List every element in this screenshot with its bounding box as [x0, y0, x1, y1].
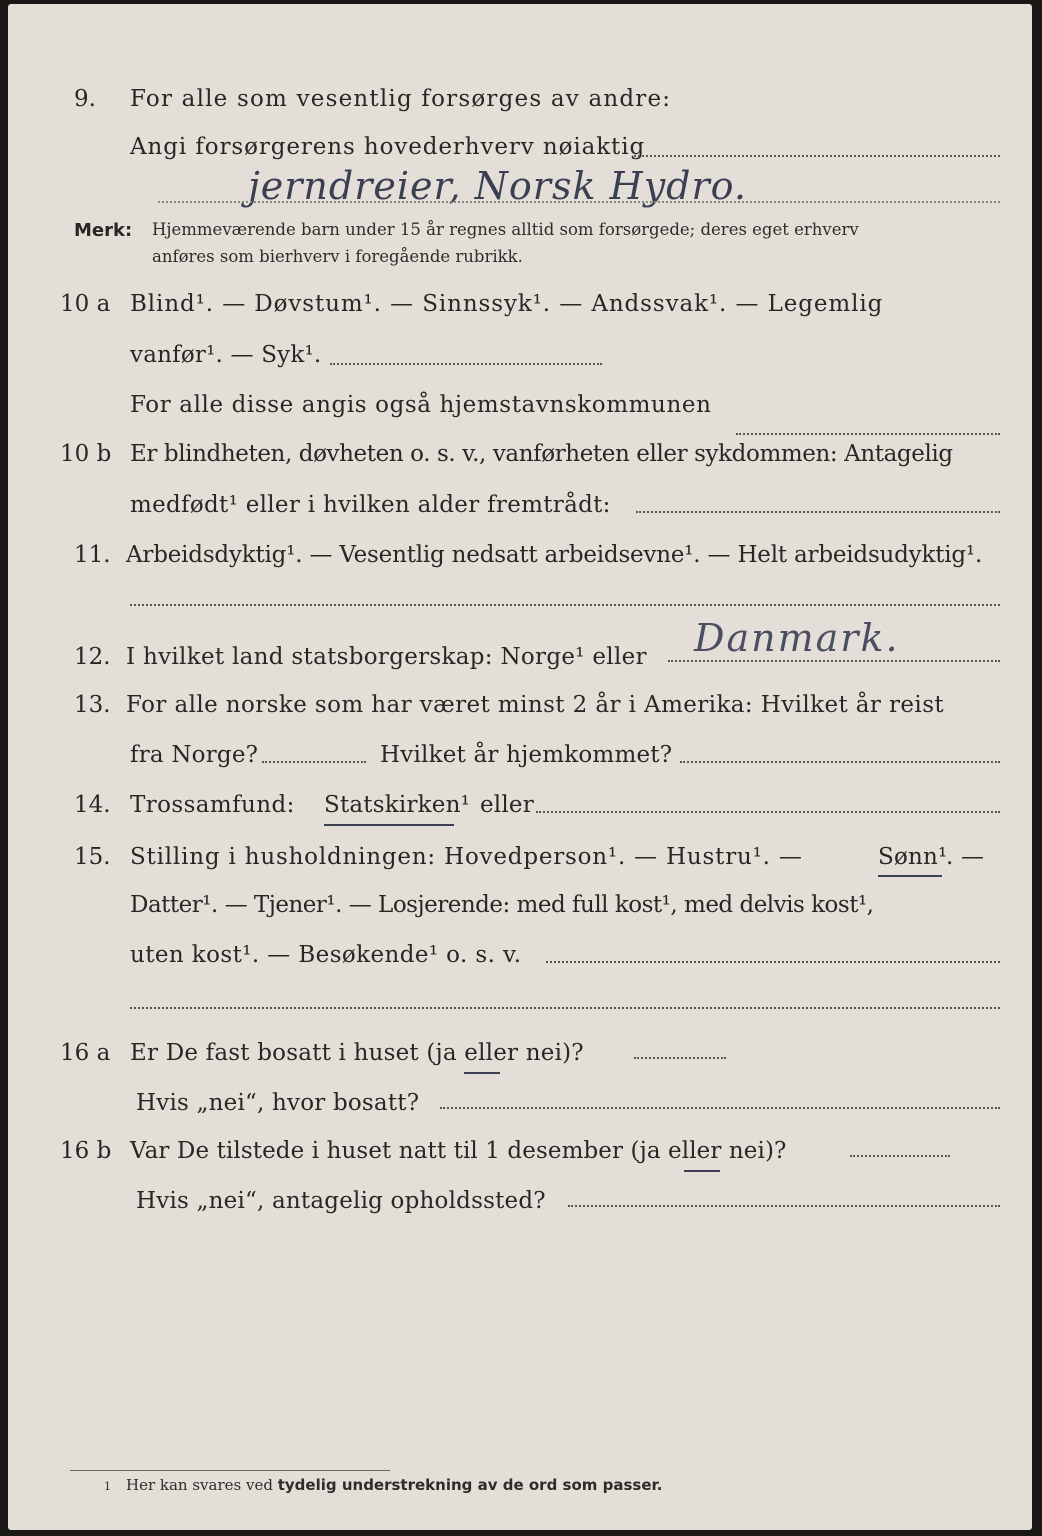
q10b-line2: medfødt¹ eller i hvilken alder fremtrådt: [130, 492, 611, 518]
q9-line2: Angi forsørgerens hovederhverv nøiaktig [130, 134, 646, 160]
q10a-field [330, 363, 602, 365]
q16a-number: 16 a [60, 1040, 111, 1066]
footnote-rule [70, 1470, 390, 1471]
footnote-mark: 1 [104, 1480, 111, 1493]
q9-line1: For alle som vesentlig forsørges av andre: [130, 86, 672, 112]
q16a-ja-underline [464, 1072, 500, 1074]
q14-field [536, 811, 1000, 813]
q10b-field [636, 511, 1000, 513]
q16b-number: 16 b [60, 1138, 112, 1164]
q12-number: 12. [74, 644, 111, 670]
q14-line1a: Trossamfund: [130, 792, 295, 818]
q10a-number: 10 a [60, 291, 111, 317]
q15-line1a: Stilling i husholdningen: Hovedperson¹. — Hustru¹. — [130, 844, 803, 870]
q15-extra-field [130, 1007, 1000, 1009]
q11-line1: Arbeidsdyktig¹. — Vesentlig nedsatt arbeidsevne¹. — Helt arbeidsudyktig¹. [126, 542, 983, 568]
merk-label: Merk: [74, 220, 133, 241]
q13-return-field [680, 761, 1000, 763]
census-form-page [8, 4, 1032, 1530]
q10a-hometown-field [736, 433, 1000, 435]
merk-line1: Hjemmeværende barn under 15 år regnes alltid som forsørgede; deres eget erhverv [152, 220, 859, 239]
q9-answer-line [158, 201, 1000, 203]
q16b-line1: Var De tilstede i huset natt til 1 desember (ja eller nei)? [130, 1138, 787, 1164]
q11-number: 11. [74, 542, 111, 568]
q9-number: 9. [74, 86, 96, 112]
merk-line2: anføres som bierhverv i foregående rubrikk. [152, 247, 523, 266]
q10b-line1: Er blindheten, døvheten o. s. v., vanførheten eller sykdommen: Antagelig [130, 441, 953, 467]
q13-line2a: fra Norge? [130, 742, 259, 768]
q15-line1b: Sønn¹ [878, 844, 948, 870]
q12-field [668, 660, 1000, 662]
q16b-line2: Hvis „nei“, antagelig opholdssted? [136, 1188, 546, 1214]
q13-departure-field [262, 761, 366, 763]
q13-number: 13. [74, 692, 111, 718]
q15-line2: Datter¹. — Tjener¹. — Losjerende: med full kost¹, med delvis kost¹, [130, 892, 874, 918]
q16a-residence-field [440, 1107, 1000, 1109]
q15-line1c: . — [946, 844, 985, 870]
q12-handwritten-answer: Danmark. [694, 616, 900, 660]
q14-line1c: eller [480, 792, 534, 818]
q10a-line1: Blind¹. — Døvstum¹. — Sinnssyk¹. — Andssvak¹. — Legemlig [130, 291, 884, 317]
q14-statskirken-underline [324, 824, 454, 826]
footnote-plain: Her kan svares ved [126, 1476, 273, 1494]
q12-line1: I hvilket land statsborgerskap: Norge¹ eller [126, 644, 647, 670]
q14-line1b: Statskirken¹ [324, 792, 471, 818]
q13-line2b: Hvilket år hjemkommet? [380, 742, 673, 768]
q10a-line3: For alle disse angis også hjemstavnskommunen [130, 392, 712, 418]
q15-sonn-underline [878, 875, 942, 877]
q16b-location-field [568, 1205, 1000, 1207]
q11-field [130, 604, 1000, 606]
q10b-number: 10 b [60, 441, 112, 467]
q13-line1: For alle norske som har været minst 2 år i Amerika: Hvilket år reist [126, 692, 945, 718]
q15-line3: uten kost¹. — Besøkende¹ o. s. v. [130, 942, 522, 968]
footnote-text [126, 1476, 662, 1494]
q16b-field [850, 1155, 950, 1157]
footnote-bold: tydelig understrekning av de ord som passer. [277, 1476, 663, 1494]
q16a-line1: Er De fast bosatt i huset (ja eller nei)? [130, 1040, 584, 1066]
q15-field [546, 961, 1000, 963]
q10a-line2: vanfør¹. — Syk¹. [130, 342, 322, 368]
q15-number: 15. [74, 844, 111, 870]
q16b-ja-underline [684, 1170, 720, 1172]
q9-handwritten-answer: jerndreier, Norsk Hydro. [248, 164, 747, 208]
q16a-field [634, 1057, 726, 1059]
q9-answer-field [634, 155, 1000, 157]
q14-number: 14. [74, 792, 111, 818]
q16a-line2: Hvis „nei“, hvor bosatt? [136, 1090, 420, 1116]
